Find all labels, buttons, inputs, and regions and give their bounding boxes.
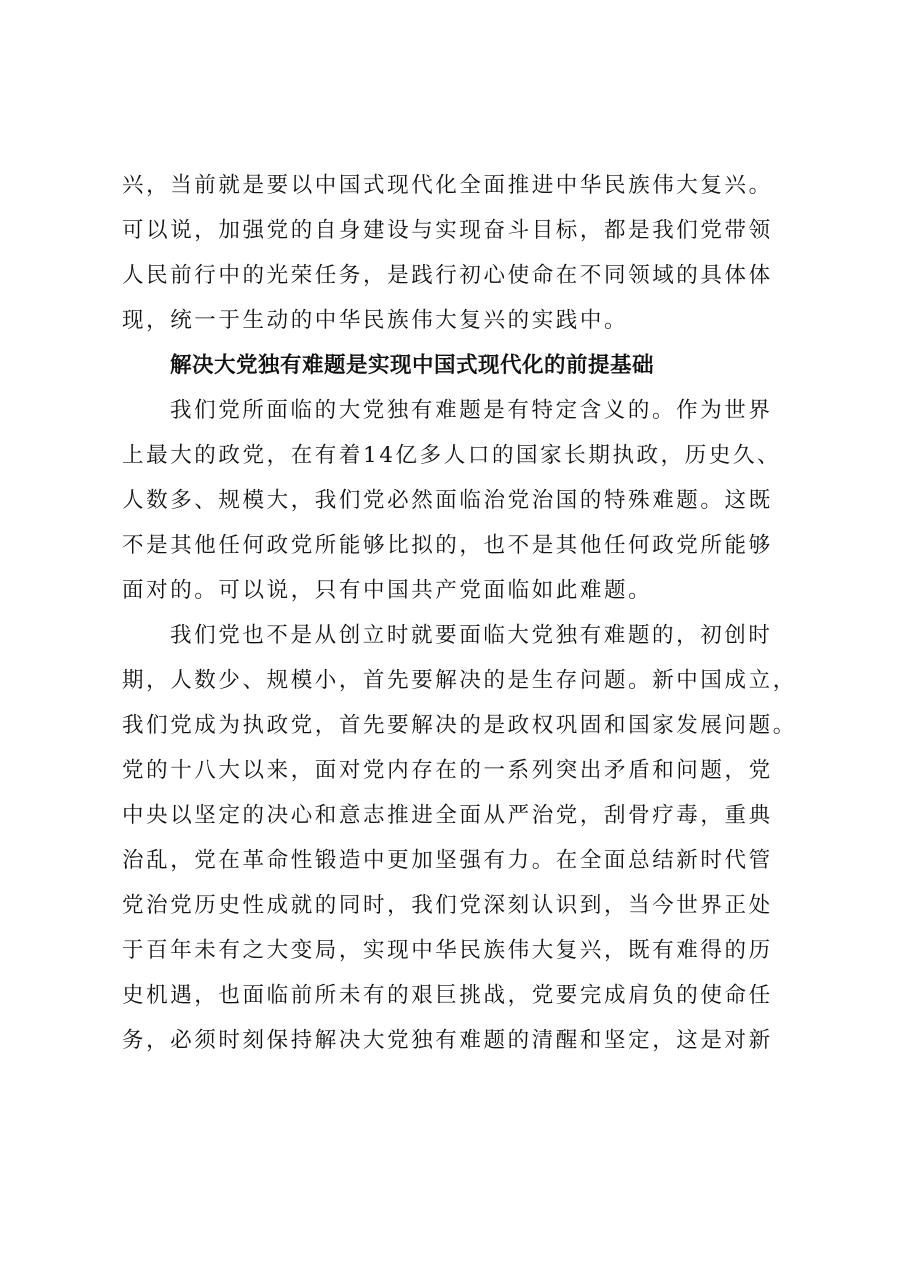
paragraph-line: 我们党成为执政党，首先要解决的是政权巩固和国家发展问题。 xyxy=(122,713,797,738)
paragraph-line: 兴，当前就是要以中国式现代化全面推进中华民族伟大复兴。 xyxy=(122,173,773,198)
paragraph-line: 可以说，加强党的自身建设与实现奋斗目标，都是我们党带领 xyxy=(122,218,773,243)
paragraph-line: 期，人数少、规模小，首先要解决的是生存问题。新中国成立， xyxy=(122,668,797,693)
paragraph-line: 人民前行中的光荣任务，是践行初心使命在不同领域的具体体 xyxy=(122,263,773,288)
paragraph-line: 我们党也不是从创立时就要面临大党独有难题的，初创时 xyxy=(170,623,773,648)
paragraph-line: 于百年未有之大变局，实现中华民族伟大复兴，既有难得的历 xyxy=(122,938,773,963)
paragraph-line: 我们党所面临的大党独有难题是有特定含义的。作为世界 xyxy=(170,398,773,423)
paragraph-line: 中央以坚定的决心和意志推进全面从严治党，刮骨疗毒，重典 xyxy=(122,803,773,828)
paragraph-line: 面对的。可以说，只有中国共产党面临如此难题。 xyxy=(122,578,653,603)
section-heading: 解决大党独有难题是实现中国式现代化的前提基础 xyxy=(170,353,655,378)
paragraph-line: 现，统一于生动的中华民族伟大复兴的实践中。 xyxy=(122,308,629,333)
paragraph-line: 人数多、规模大，我们党必然面临治党治国的特殊难题。这既 xyxy=(122,488,773,513)
paragraph-line: 务，必须时刻保持解决大党独有难题的清醒和坚定，这是对新 xyxy=(122,1028,773,1053)
paragraph-line: 史机遇，也面临前所未有的艰巨挑战，党要完成肩负的使命任 xyxy=(122,983,773,1008)
paragraph-line: 治乱，党在革命性锻造中更加坚强有力。在全面总结新时代管 xyxy=(122,848,773,873)
paragraph-line: 党治党历史性成就的同时，我们党深刻认识到，当今世界正处 xyxy=(122,893,773,918)
paragraph-line: 不是其他任何政党所能够比拟的，也不是其他任何政党所能够 xyxy=(122,533,773,558)
paragraph-line: 上最大的政党，在有着14亿多人口的国家长期执政，历史久、 xyxy=(122,443,782,468)
paragraph-line: 党的十八大以来，面对党内存在的一系列突出矛盾和问题，党 xyxy=(122,758,773,783)
